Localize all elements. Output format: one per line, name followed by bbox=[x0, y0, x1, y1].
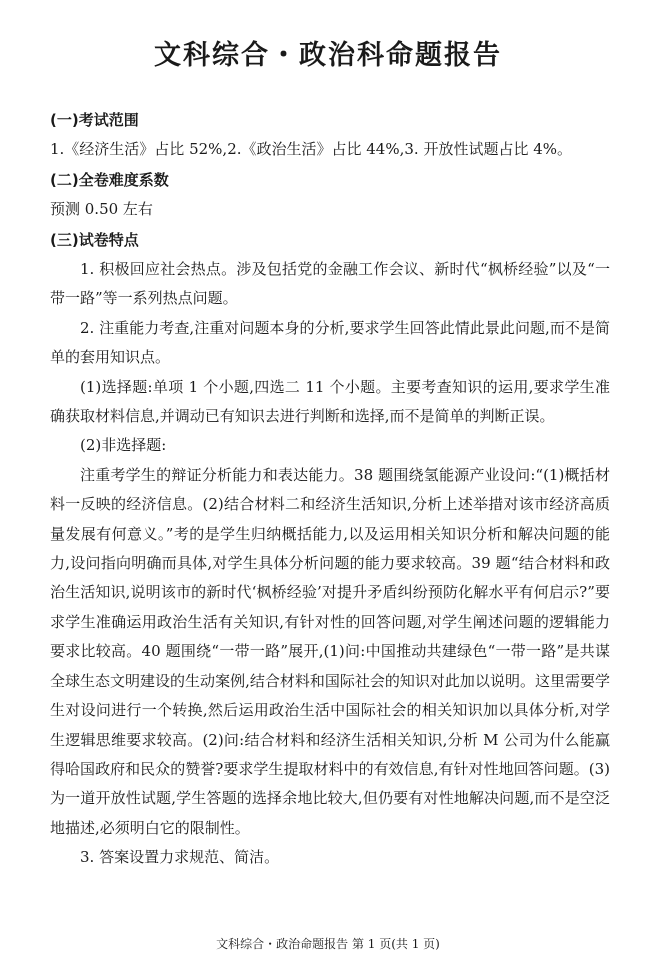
page-title: 文科综合・政治科命题报告 bbox=[154, 40, 502, 71]
feature-paragraph-5: 注重考学生的辩证分析能力和表达能力。38 题围绕氢能源产业设问:“(1)概括材料一反映的经济信息。(2)结合材料二和经济生活知识,分析上述举措对该市经济高质量发展有何意义。”考的是学生归纳概括能力,以及运用相关知识分析和解决问题的能力,设问指向明确而具体,对学生具体分析问题的能力要求较高。39 题“结合材料和政治生活知识,说明该市的新时代‘枫桥经验’对提升矛盾纠纷预防化解水平有何启示?”要求学生准确运用政治生活有关知识,有针对性的回答问题,对学生阐述问题的逻辑能力要求比较高。40 题围绕“一带一路”展开,(1)问:中国推动共建绿色“一带一路”是共谋全球生态文明建设的生动案例,结合材料和国际社会的知识对此加以说明。这里需要学生对设问进行一个转换,然后运用政治生活中国际社会的相关知识加以具体分析,对学生逻辑思维要求较高。(2)问:结合材料和经济生活相关知识,分析 M 公司为什么能赢得哈国政府和民众的赞誉?要求学生提取材料中的有效信息,有针对性地回答问题。(3)为一道开放性试题,学生答题的选择余地比较大,但仍要有对性地解决问题,而不是空泛地描述,必须明白它的限制性。 bbox=[50, 465, 610, 837]
difficulty-text: 预测 0.50 左右 bbox=[50, 200, 153, 218]
feature-paragraph-6: 3. 答案设置力求规范、简洁。 bbox=[80, 848, 280, 867]
report-body bbox=[50, 106, 610, 873]
section-heading-features: (三)试卷特点 bbox=[50, 231, 139, 249]
feature-paragraph-1: 1. 积极回应社会热点。涉及包括党的金融工作会议、新时代“枫桥经验”以及“一带一路”等一系列热点问题。 bbox=[50, 260, 610, 308]
feature-paragraph-3: (1)选择题:单项 1 个小题,四选二 11 个小题。主要考查知识的运用,要求学生准确获取材料信息,并调动已有知识去进行判断和选择,而不是简单的判断正误。 bbox=[50, 377, 610, 426]
section-heading-difficulty: (二)全卷难度系数 bbox=[50, 171, 169, 189]
page-footer: 文科综合・政治命题报告 第 1 页(共 1 页) bbox=[216, 937, 440, 951]
section-heading-scope: (一)考试范围 bbox=[50, 111, 139, 129]
scope-text: 1.《经济生活》占比 52%,2.《政治生活》占比 44%,3. 开放性试题占比 4%。 bbox=[50, 140, 573, 158]
feature-paragraph-2: 2. 注重能力考查,注重对问题本身的分析,要求学生回答此情此景此问题,而不是简单的套用知识点。 bbox=[50, 318, 610, 367]
feature-paragraph-4: (2)非选择题: bbox=[80, 436, 167, 455]
